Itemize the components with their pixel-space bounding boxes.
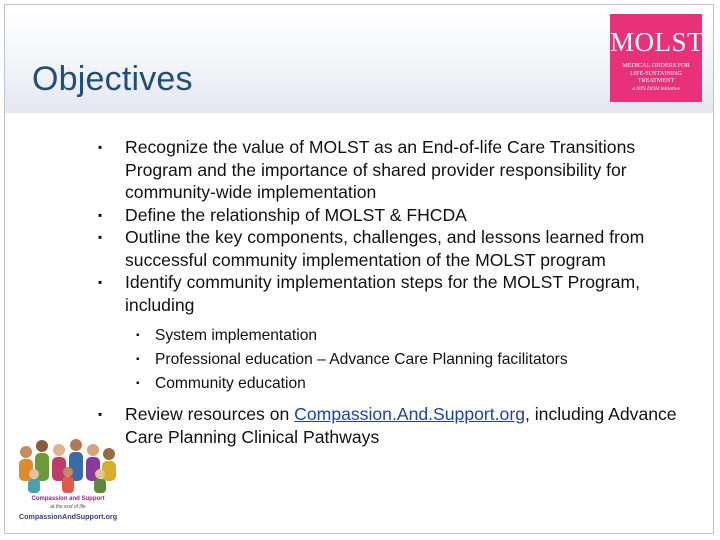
bullet-text: Identify community implementation steps for the MOLST Program, including xyxy=(125,272,640,315)
sub-bullet-text: Professional education – Advance Care Planning facilitators xyxy=(155,351,568,368)
molst-logo xyxy=(610,14,705,102)
bullet-text: Outline the key components, challenges, and lessons learned from successful community implementation of the MOLST program xyxy=(125,227,645,270)
resources-link[interactable]: Compassion.And.Support.org xyxy=(294,404,525,424)
sub-bullet-item xyxy=(98,372,678,396)
square-bullet-icon: ▪ xyxy=(98,230,103,244)
bullet-item xyxy=(98,136,678,204)
slide-title: Objectives xyxy=(32,60,193,98)
sub-bullet-text: Community education xyxy=(155,375,306,392)
objectives-list xyxy=(98,136,678,448)
bullet-item xyxy=(98,204,678,227)
square-bullet-icon: ▪ xyxy=(98,207,103,222)
square-bullet-icon: ▪ xyxy=(136,354,140,365)
square-bullet-icon: ▪ xyxy=(136,330,140,341)
square-bullet-icon: ▪ xyxy=(98,275,103,289)
sub-bullet-item xyxy=(98,324,678,348)
people-illustration-icon xyxy=(14,434,122,496)
partner-name: Compassion and Support xyxy=(31,496,105,502)
partner-tagline: at the end of life xyxy=(50,504,86,510)
sub-bullet-item xyxy=(98,348,678,372)
square-bullet-icon: ▪ xyxy=(98,140,103,154)
molst-tagline: a NYS DOH initiative xyxy=(632,86,680,92)
square-bullet-icon: ▪ xyxy=(98,407,103,421)
partner-url: CompassionAndSupport.org xyxy=(18,512,118,521)
sub-bullet-text: System implementation xyxy=(155,327,318,344)
bullet-prefix: Review resources on xyxy=(125,404,295,424)
bullet-item xyxy=(98,403,678,448)
sub-bullet-list xyxy=(98,324,678,396)
bullet-suffix: , including Advance Care Planning Clinical Pathways xyxy=(125,404,677,447)
bullet-text: Define the relationship of MOLST & FHCDA xyxy=(125,204,467,225)
square-bullet-icon: ▪ xyxy=(136,378,140,389)
bullet-item xyxy=(98,226,678,271)
bullet-item xyxy=(98,271,678,316)
bullet-text: Recognize the value of MOLST as an End-of-life Care Transitions Program and the importance of shared provider responsibility for community-wide implementation xyxy=(125,137,636,202)
molst-wordmark: MOLST xyxy=(610,27,705,57)
molst-subtitle: MEDICAL ORDERS FOR LIFE-SUSTAINING TREATMENT xyxy=(622,62,690,84)
compassion-support-logo xyxy=(14,434,122,524)
